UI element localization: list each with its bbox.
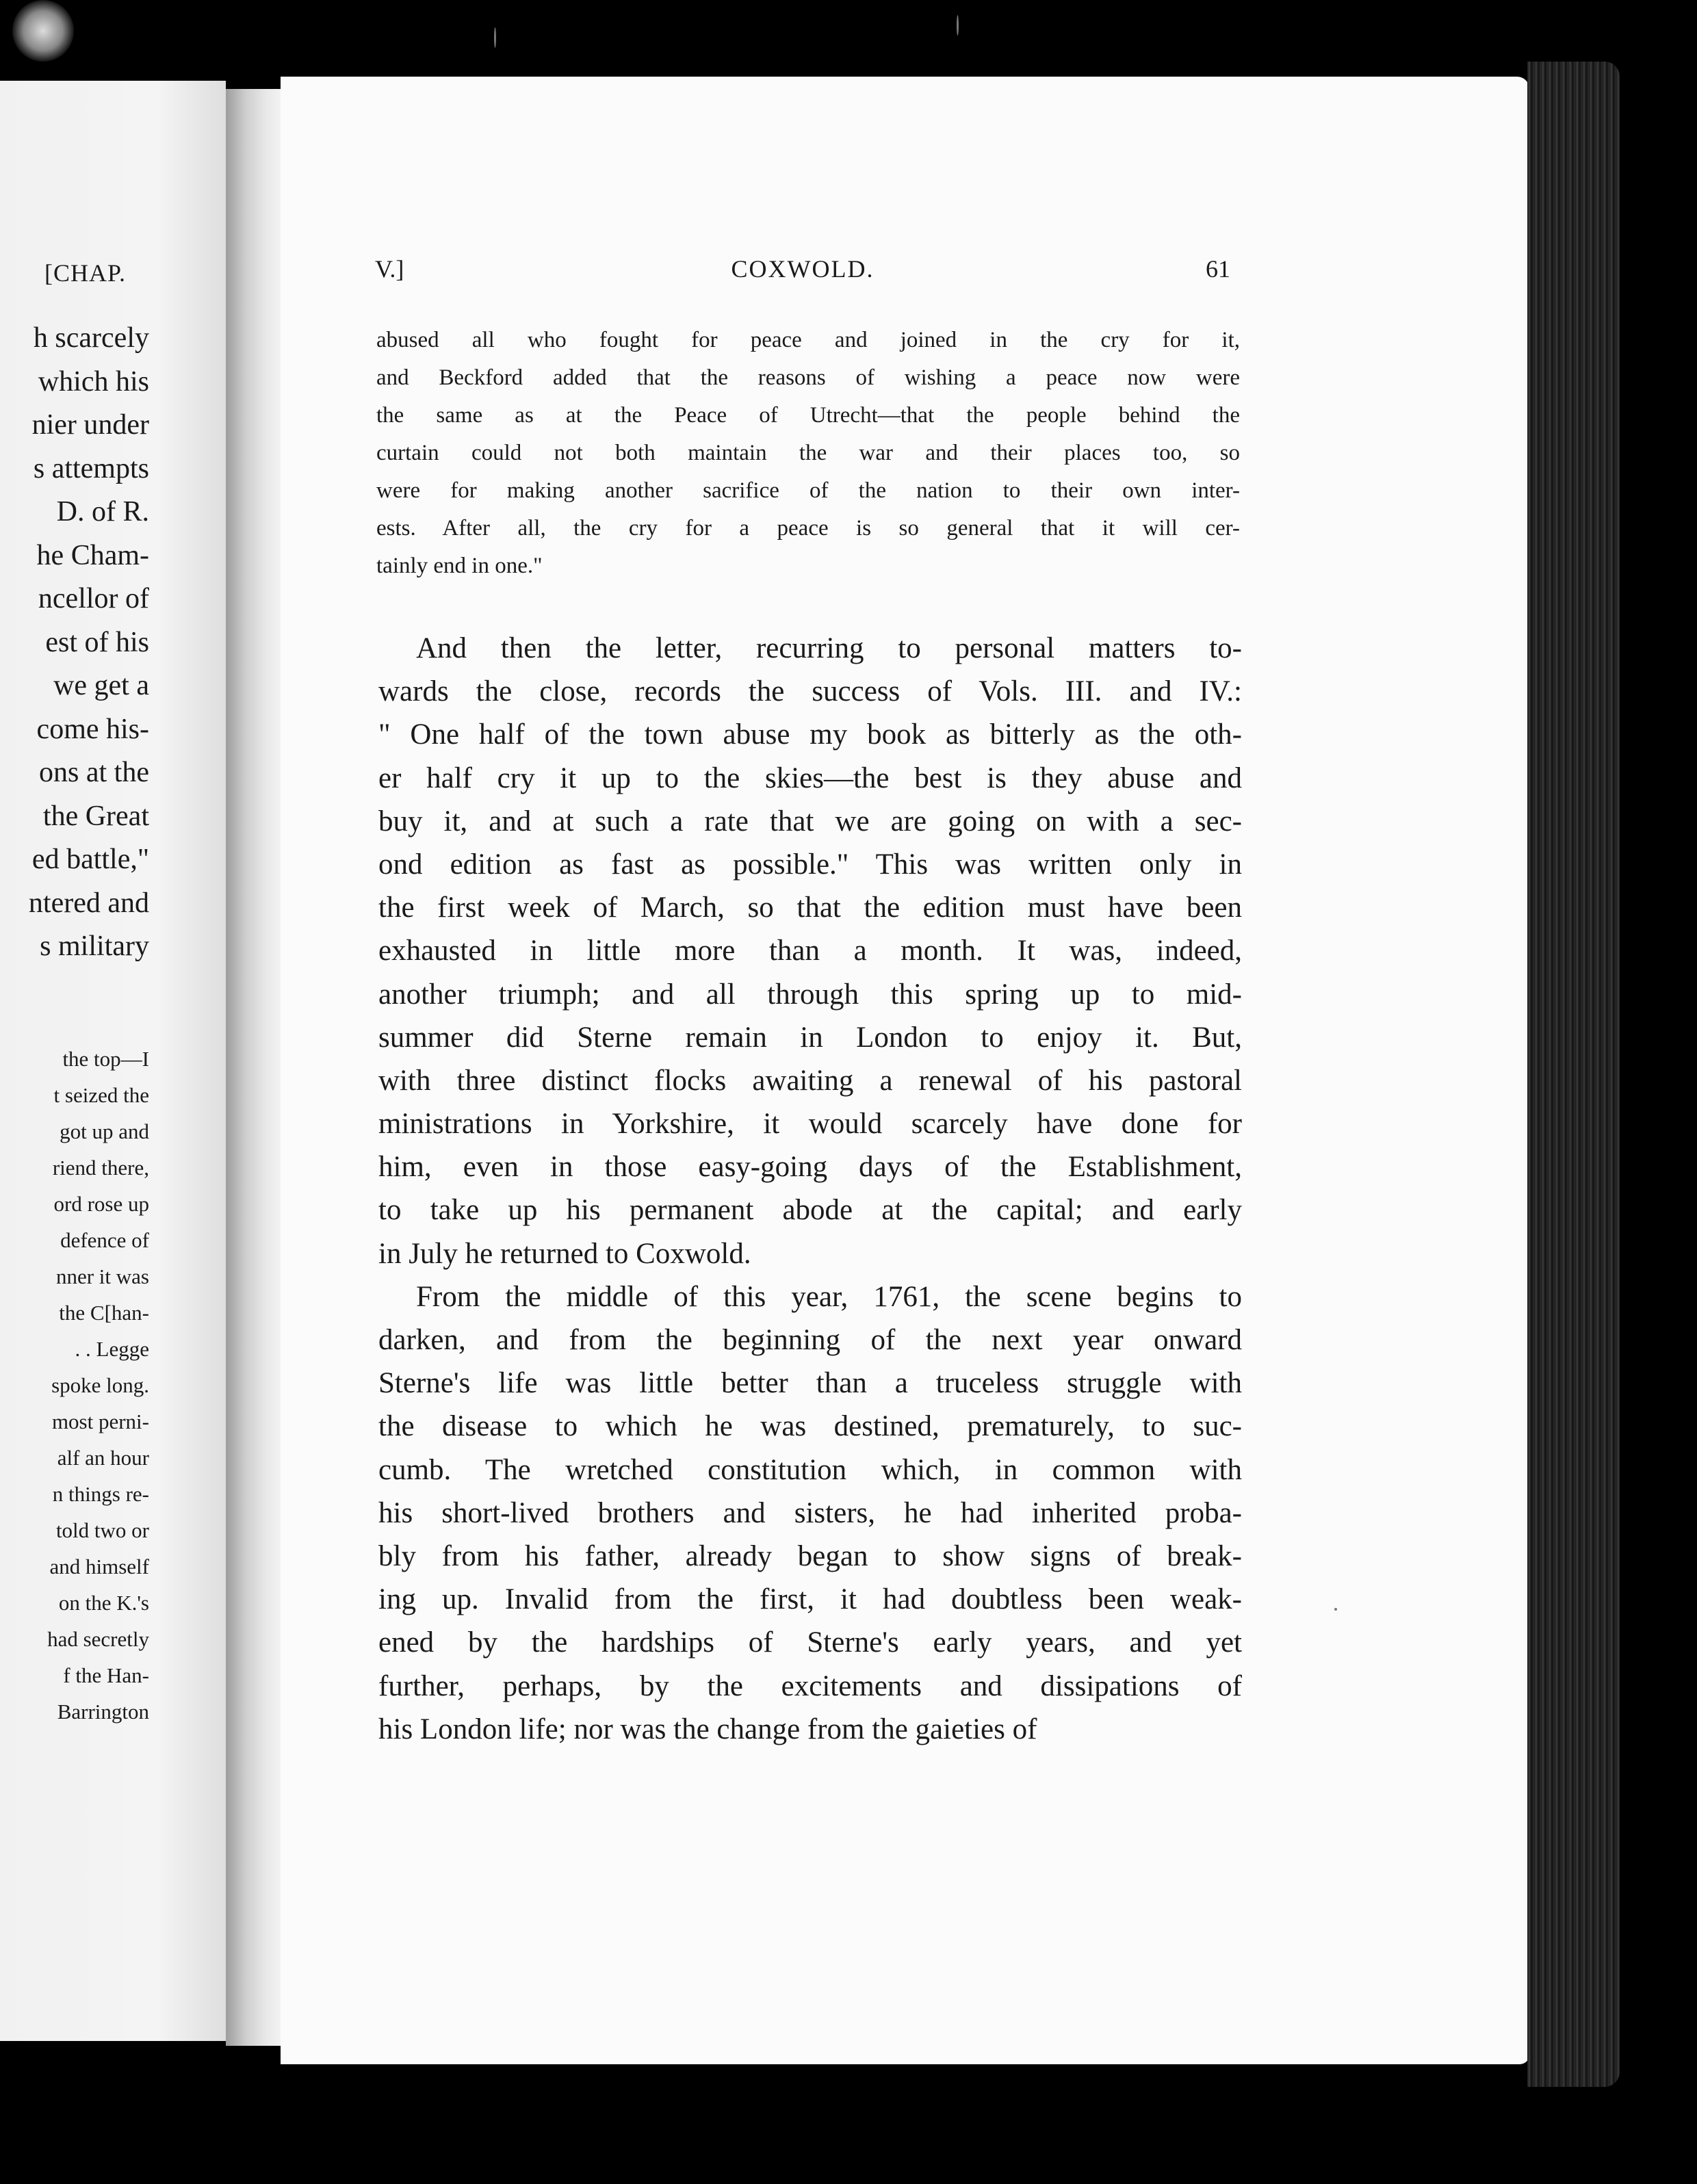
left-page-line: ncellor of xyxy=(38,583,149,614)
chapter-number: V.] xyxy=(375,255,404,283)
body-line: ministrations in Yorkshire, it would scarcely have done for xyxy=(378,1108,1242,1141)
running-title: COXWOLD. xyxy=(731,255,875,283)
body-line: another triumph; and all through this spring up to mid- xyxy=(378,978,1242,1011)
left-page-line: we get a xyxy=(53,670,149,701)
running-head xyxy=(375,255,1230,289)
left-page-line: s military xyxy=(40,931,149,962)
left-page-line: alf an hour xyxy=(57,1446,149,1470)
left-page-line: and himself xyxy=(49,1555,149,1578)
left-running-head: [CHAP. xyxy=(44,259,127,287)
scan-speck xyxy=(494,27,496,48)
left-page-line: . . Legge xyxy=(75,1337,149,1361)
left-page-line: s attempts xyxy=(33,452,149,484)
scan-speck xyxy=(957,15,959,36)
body-line: wards the close, records the success of Vols. III. and IV.: xyxy=(378,675,1242,708)
left-page xyxy=(0,81,226,2041)
left-page-line: spoke long. xyxy=(51,1373,149,1397)
body-line: " One half of the town abuse my book as bitterly as the oth- xyxy=(378,718,1242,751)
body-line: bly from his father, already began to show signs of break- xyxy=(378,1539,1242,1572)
left-page-line: riend there, xyxy=(52,1156,149,1180)
left-page-line: nier under xyxy=(31,409,149,441)
body-line: further, perhaps, by the excitements and dissipations of xyxy=(378,1669,1242,1702)
left-page-line: on the K.'s xyxy=(58,1591,149,1615)
page-number: 61 xyxy=(1206,255,1230,283)
left-page-line: which his xyxy=(38,365,149,398)
book-gutter xyxy=(226,89,284,2046)
left-page-line: ord rose up xyxy=(53,1192,149,1216)
body-line: the first week of March, so that the edition must have been xyxy=(378,892,1242,924)
left-page-line: the top—I xyxy=(62,1047,149,1071)
body-line: the disease to which he was destined, prematurely, to suc- xyxy=(378,1410,1242,1443)
body-line: From the middle of this year, 1761, the scene begins to xyxy=(416,1280,1242,1313)
quote-line: abused all who fought for peace and joined in the cry for it, xyxy=(376,328,1240,352)
left-page-line: the Great xyxy=(42,800,149,832)
scan-light-artifact xyxy=(12,0,74,62)
body-line: darken, and from the beginning of the next year onward xyxy=(378,1324,1242,1356)
left-page-line: ed battle," xyxy=(31,844,149,875)
book-page-edges xyxy=(1527,62,1620,2087)
body-line: cumb. The wretched constitution which, in common with xyxy=(378,1453,1242,1486)
left-page-line: h scarcely xyxy=(33,322,149,354)
left-page-line: defence of xyxy=(60,1228,149,1252)
body-line: buy it, and at such a rate that we are going on with a sec- xyxy=(378,805,1242,837)
body-line: ond edition as fast as possible." This was written only in xyxy=(378,848,1242,881)
body-line: Sterne's life was little better than a truceless struggle with xyxy=(378,1367,1242,1400)
body-line: his short-lived brothers and sisters, he had inherited proba- xyxy=(378,1496,1242,1529)
left-page-line: ons at the xyxy=(39,757,149,788)
left-page-line: he Cham- xyxy=(36,539,149,571)
left-page-line: got up and xyxy=(60,1119,149,1143)
left-page-line: n things re- xyxy=(52,1482,149,1506)
scan-speck xyxy=(1334,1608,1337,1611)
body-line: his London life; nor was the change from the gaieties of xyxy=(378,1713,1037,1745)
body-line: with three distinct flocks awaiting a renewal of his pastoral xyxy=(378,1064,1242,1097)
left-page-line: t seized the xyxy=(53,1083,149,1107)
body-line: in July he returned to Coxwold. xyxy=(378,1237,751,1270)
body-line: ened by the hardships of Sterne's early years, and yet xyxy=(378,1626,1242,1659)
quote-line: and Beckford added that the reasons of wishing a peace now were xyxy=(376,365,1240,390)
left-page-line: the C[han- xyxy=(59,1301,149,1325)
body-line: And then the letter, recurring to personal matters to- xyxy=(416,632,1242,664)
quoted-letter-excerpt xyxy=(376,322,1240,585)
left-page-line: D. of R. xyxy=(56,496,149,528)
body-line: er half cry it up to the skies—the best is they abuse and xyxy=(378,762,1242,794)
body-line: exhausted in little more than a month. It was, indeed, xyxy=(378,935,1242,967)
left-page-line: most perni- xyxy=(51,1409,149,1433)
left-page-line: est of his xyxy=(45,626,149,658)
body-line: him, even in those easy-going days of the Establishment, xyxy=(378,1151,1242,1184)
left-page-line: f the Han- xyxy=(63,1663,149,1687)
left-page-line: Barrington xyxy=(57,1700,149,1724)
quote-line: were for making another sacrifice of the nation to their own inter- xyxy=(376,478,1240,503)
body-line: to take up his permanent abode at the capital; and early xyxy=(378,1194,1242,1227)
quote-line: curtain could not both maintain the war and their places too, so xyxy=(376,441,1240,465)
quote-line: ests. After all, the cry for a peace is so general that it will cer- xyxy=(376,516,1240,541)
left-page-line: nner it was xyxy=(55,1264,149,1288)
body-line: summer did Sterne remain in London to enjoy it. But, xyxy=(378,1021,1242,1054)
body-text xyxy=(378,627,1242,1751)
left-page-line: come his- xyxy=(36,713,149,745)
quote-line: the same as at the Peace of Utrecht—that the people behind the xyxy=(376,403,1240,428)
quote-line: tainly end in one." xyxy=(376,554,543,578)
left-page-line: told two or xyxy=(55,1518,149,1542)
body-line: ing up. Invalid from the first, it had doubtless been weak- xyxy=(378,1583,1242,1616)
left-page-line: ntered and xyxy=(28,887,149,919)
left-page-line: had secretly xyxy=(47,1627,149,1651)
